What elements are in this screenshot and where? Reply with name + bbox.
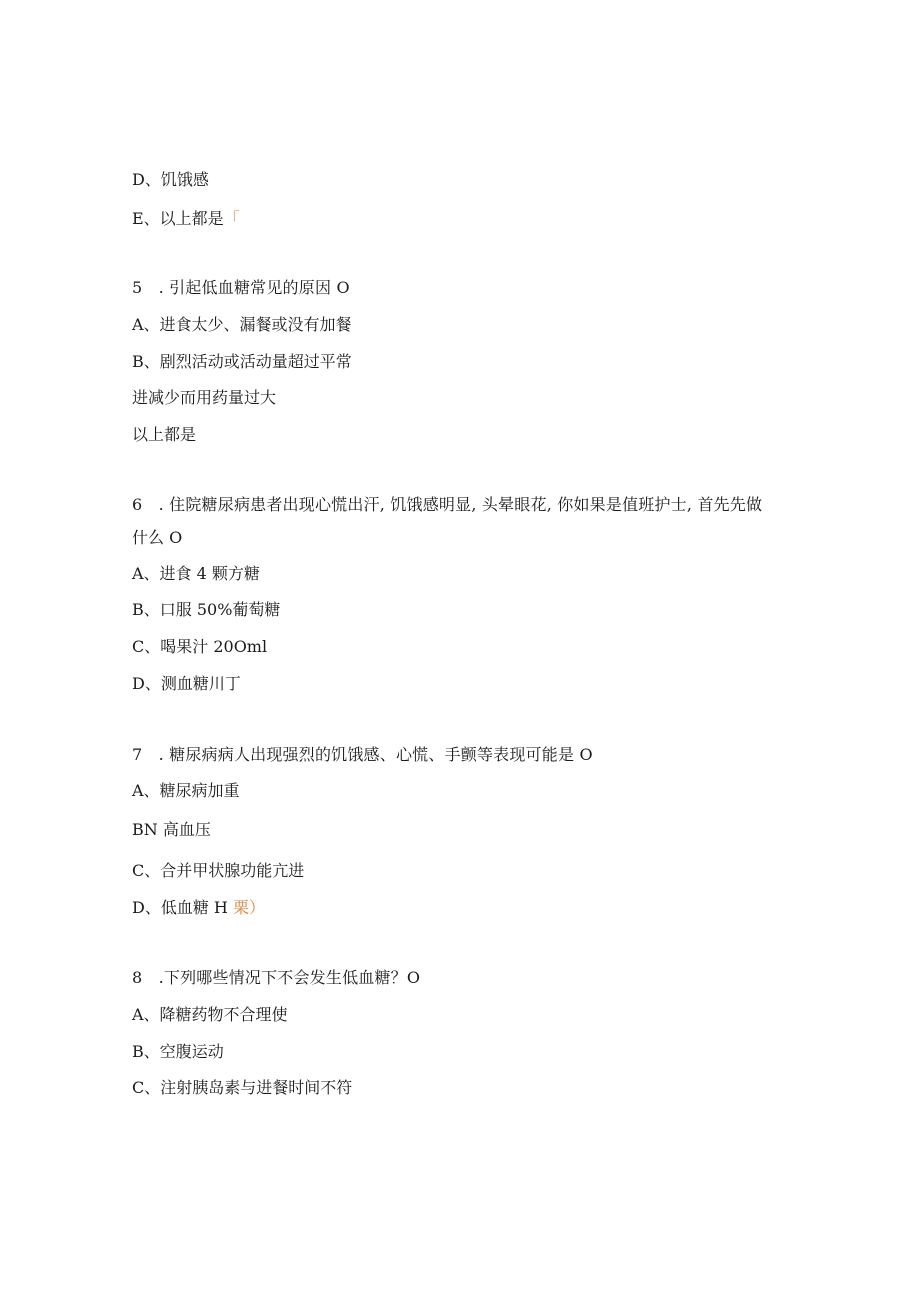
question-7-option-d — [132, 898, 265, 918]
question-5-option-b: B、剧烈活动或活动量超过平常 — [132, 352, 352, 371]
question-8: 8 .下列哪些情况下不会发生低血糖？O — [132, 968, 421, 987]
question-7-option-d-mark: 栗） — [232, 898, 265, 917]
option-e-mark: 「 — [223, 209, 240, 228]
question-5-option-a: A、进食太少、漏餐或没有加餐 — [132, 315, 352, 334]
question-7-option-d-text: D、低血糖 H — [132, 898, 228, 917]
question-6-option-b: B、口服 50%葡萄糖 — [132, 600, 281, 619]
question-6-continuation: 什么 O — [132, 528, 183, 547]
question-8-option-b: B、空腹运动 — [132, 1042, 224, 1061]
question-7-option-a: A、糖尿病加重 — [132, 781, 240, 800]
question-8-option-c: C、注射胰岛素与进餐时间不符 — [132, 1078, 353, 1097]
question-7: 7 . 糖尿病病人出现强烈的饥饿感、心慌、手颤等表现可能是 O — [132, 745, 593, 764]
question-7-option-b: BN 高血压 — [132, 820, 211, 839]
question-6-option-d: D、测血糖川丁 — [132, 674, 241, 693]
question-6-option-c: C、喝果汁 20Oml — [132, 637, 268, 656]
question-5-option-d: 以上都是 — [132, 425, 197, 444]
question-6: 6 . 住院糖尿病患者出现心慌出汗, 饥饿感明显, 头晕眼花, 你如果是值班护士, 首先先做 — [132, 495, 763, 514]
option-e-text: E、以上都是 — [132, 209, 224, 228]
question-8-option-a: A、降糖药物不合理使 — [132, 1005, 288, 1024]
question-6-option-a: A、进食 4 颗方糖 — [132, 564, 260, 583]
question-5-option-c: 进减少而用药量过大 — [132, 388, 277, 407]
option-e-all-above — [132, 209, 240, 229]
option-d-hunger: D、饥饿感 — [132, 170, 209, 189]
question-7-option-c: C、合并甲状腺功能亢进 — [132, 861, 305, 880]
question-5: 5 . 引起低血糖常见的原因 O — [132, 278, 350, 297]
